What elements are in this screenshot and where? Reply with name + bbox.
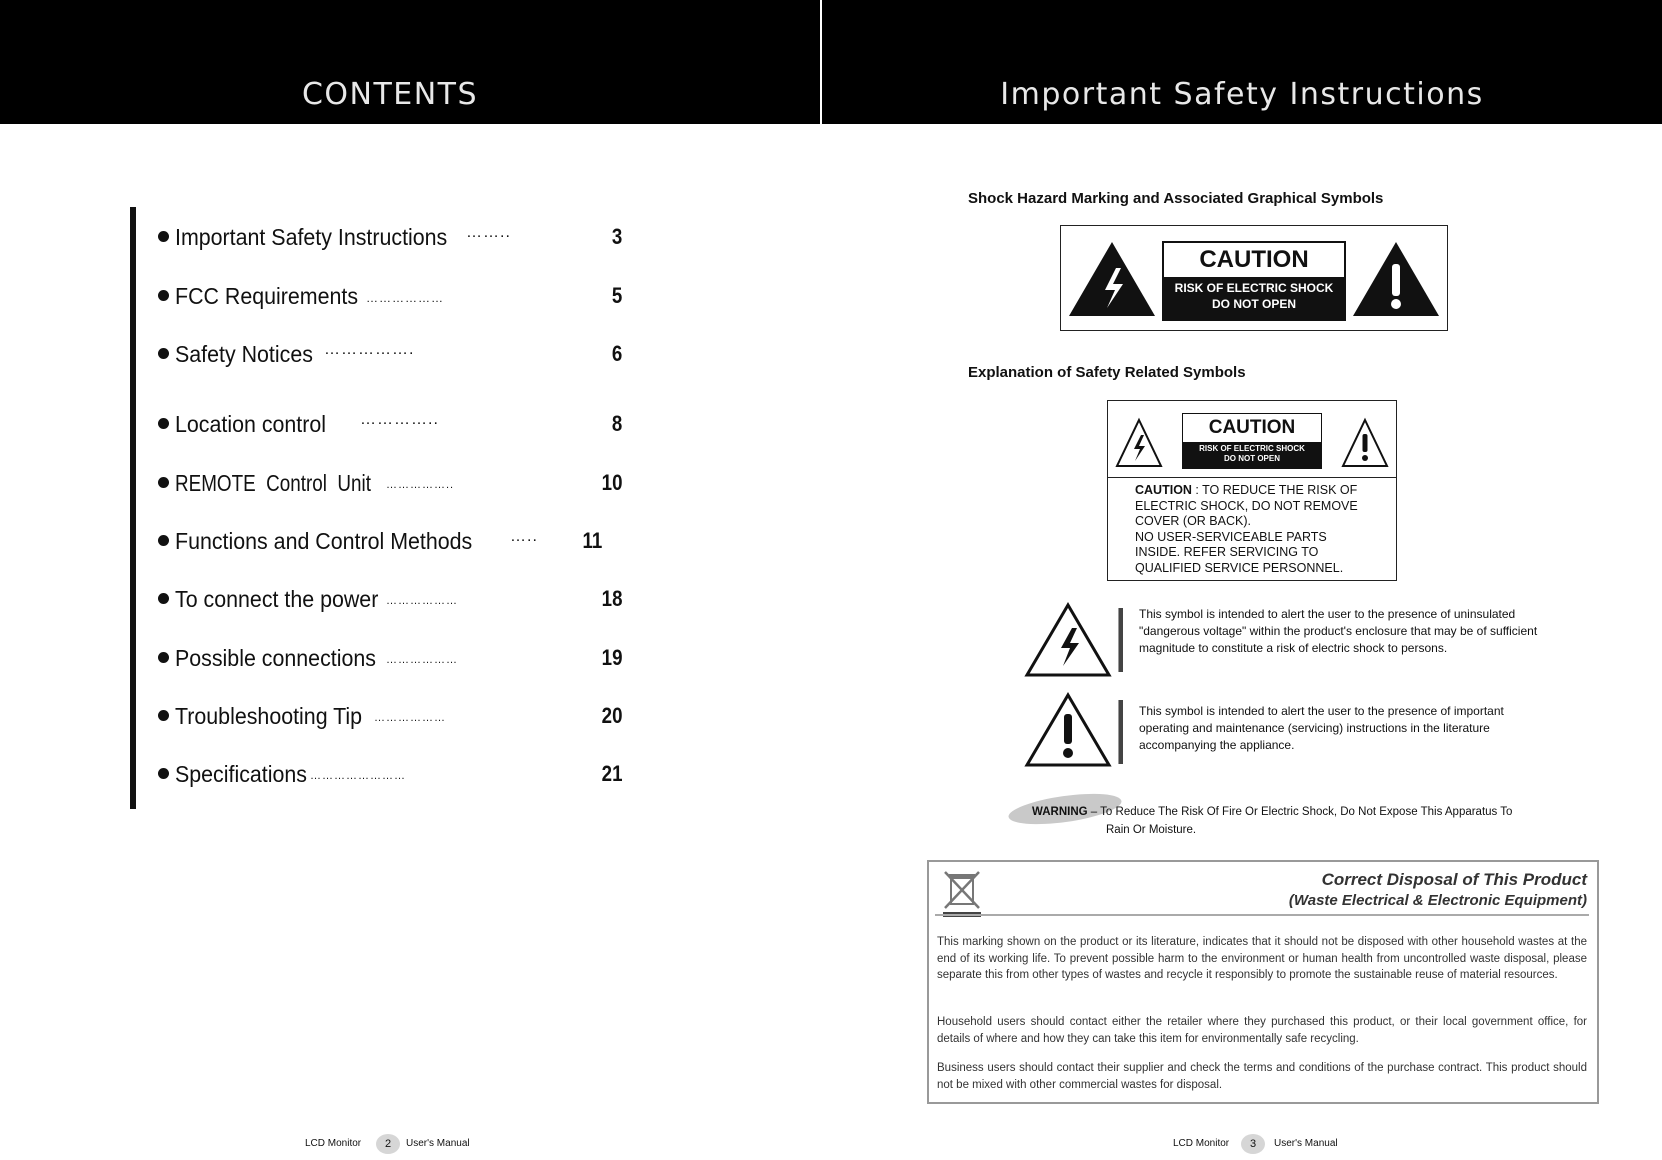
warning-text <box>1032 803 1512 839</box>
disposal-paragraph: This marking shown on the product or its literature, indicates that it should not be disposed with other household wastes at the end of its working life. To prevent possible harm to the environment or human health from uncontrolled waste disposal, please separate this from other types of wastes and recycle it responsibly to promote the sustainable reuse of material resources. <box>937 936 1587 981</box>
lightning-warning-icon <box>1067 240 1157 318</box>
toc-item-page: 11 <box>582 528 602 553</box>
caution-text-line: INSIDE. REFER SERVICING TO <box>1135 545 1319 559</box>
bullet-icon <box>158 418 169 429</box>
exclamation-warning-icon <box>1351 240 1441 318</box>
caution-line1: RISK OF ELECTRIC SHOCK <box>1199 444 1305 453</box>
caution-text-line: ELECTRIC SHOCK, DO NOT REMOVE <box>1135 498 1358 513</box>
bullet-icon <box>158 348 169 359</box>
toc-item[interactable] <box>158 341 628 371</box>
exclamation-symbol-icon <box>1024 692 1112 768</box>
toc-item[interactable] <box>158 470 628 500</box>
toc-item-dots: ….. <box>510 528 538 545</box>
caution-subtext <box>1183 442 1321 468</box>
caution-subtext <box>1164 277 1344 319</box>
lightning-outline-icon <box>1114 417 1164 469</box>
shock-hazard-heading: Shock Hazard Marking and Associated Graphical Symbols <box>968 190 1384 207</box>
warning-line2: Rain Or Moisture. <box>1106 824 1197 836</box>
toc-item-page: 18 <box>601 586 622 611</box>
lightning-symbol-icon <box>1024 602 1112 678</box>
toc-item-dots: …………………… <box>310 770 406 782</box>
caution-text-line: CAUTION : TO REDUCE THE RISK OF <box>1135 483 1358 497</box>
explanation-heading: Explanation of Safety Related Symbols <box>968 364 1246 381</box>
lightning-symbol-text: This symbol is intended to alert the user to the presence of uninsulated "dangerous voltage" within the product's enclosure that may be of sufficient magnitude to constitute a risk of electric shock to persons. <box>1139 607 1538 655</box>
toc-item-label: Troubleshooting Tip <box>175 703 363 729</box>
page-number-badge: 3 <box>1241 1134 1265 1154</box>
toc-item-dots: ……………. <box>324 341 415 358</box>
toc-item-label: Location control <box>175 411 327 437</box>
toc-item-page: 19 <box>601 645 622 670</box>
warning-line1: – To Reduce The Risk Of Fire Or Electric Shock, Do Not Expose This Apparatus To <box>1087 806 1513 818</box>
footer-manual-left: User's Manual <box>406 1138 470 1149</box>
caution-line2: DO NOT OPEN <box>1223 454 1280 463</box>
bullet-icon <box>158 535 169 546</box>
shock-hazard-marking <box>1060 225 1448 331</box>
caution-word: CAUTION <box>1199 246 1309 273</box>
toc-item-label: Functions and Control Methods <box>175 528 473 554</box>
bullet-icon <box>158 710 169 721</box>
toc-item-page: 20 <box>601 703 622 728</box>
contents-header <box>0 0 820 124</box>
caution-line2: DO NOT OPEN <box>1211 297 1296 311</box>
toc-item-page: 10 <box>601 470 622 495</box>
safety-title: Important Safety Instructions <box>1000 77 1484 112</box>
toc-item-label: To connect the power <box>175 586 379 612</box>
footer-manual-right: User's Manual <box>1274 1138 1338 1149</box>
bullet-icon <box>158 768 169 779</box>
exclamation-symbol-text: This symbol is intended to alert the user to the presence of important operating and maintenance (servicing) instructions in the literature accompanying the appliance. <box>1139 704 1504 752</box>
toc-item-page: 8 <box>611 411 622 436</box>
toc-item-label: FCC Requirements <box>175 283 359 309</box>
caution-line1: RISK OF ELECTRIC SHOCK <box>1174 281 1334 295</box>
toc-side-bar <box>130 207 136 809</box>
toc-item-page: 5 <box>611 283 622 308</box>
page-number-badge: 2 <box>376 1134 400 1154</box>
caution-text-line: QUALIFIED SERVICE PERSONNEL. <box>1135 560 1344 575</box>
footer-product-left: LCD Monitor <box>305 1138 362 1149</box>
toc-item[interactable] <box>158 761 628 791</box>
bullet-icon <box>158 231 169 242</box>
safety-header <box>822 0 1662 124</box>
toc-item[interactable] <box>158 411 628 441</box>
caution-panel-large <box>1162 241 1346 321</box>
toc-item-page: 6 <box>611 341 622 366</box>
toc-item[interactable] <box>158 645 628 675</box>
caution-explanation-text <box>1135 483 1358 576</box>
toc-item-dots: ……………… <box>386 654 458 666</box>
symbol-divider <box>1118 608 1123 672</box>
disposal-paragraph: Business users should contact their supplier and check the terms and conditions of the purchase contract. This product should not be mixed with other commercial wastes for disposal. <box>937 1062 1587 1091</box>
caution-panel-small <box>1182 413 1322 469</box>
toc-item-dots: …………….. <box>386 479 455 491</box>
toc-item-label: Possible connections <box>175 645 376 671</box>
symbol-divider <box>1118 700 1123 764</box>
warning-label: WARNING <box>1032 806 1088 818</box>
toc-item[interactable] <box>158 528 628 558</box>
caution-explanation-box <box>1107 400 1397 581</box>
weee-disposal-notice <box>927 860 1599 1104</box>
toc-item-dots: …….. <box>466 224 511 241</box>
footer-product-right: LCD Monitor <box>1173 1138 1230 1149</box>
toc-item-label: REMOTE Control Unit <box>175 470 371 496</box>
toc-item-dots: ………….. <box>360 411 439 428</box>
crossed-bin-icon <box>939 868 987 920</box>
toc-item-label: Important Safety Instructions <box>175 224 448 250</box>
exclamation-outline-icon <box>1340 417 1390 469</box>
caution-text-label: CAUTION <box>1135 483 1192 497</box>
caution-word: CAUTION <box>1208 417 1296 438</box>
toc-item-page: 21 <box>601 761 622 786</box>
toc-item[interactable] <box>158 703 628 733</box>
toc-item-label: Specifications <box>175 761 307 787</box>
toc-item[interactable] <box>158 586 628 616</box>
bullet-icon <box>158 290 169 301</box>
bullet-icon <box>158 593 169 604</box>
bullet-icon <box>158 652 169 663</box>
disposal-title: Correct Disposal of This Product <box>1321 870 1587 889</box>
toc-item-dots: ……………… <box>366 291 444 305</box>
caution-text-line: NO USER-SERVICEABLE PARTS <box>1135 529 1327 544</box>
bullet-icon <box>158 477 169 488</box>
toc-item-page: 3 <box>611 224 622 249</box>
toc-item[interactable] <box>158 224 628 254</box>
toc-item-label: Safety Notices <box>175 341 313 367</box>
disposal-subtitle: (Waste Electrical & Electronic Equipment) <box>1288 892 1587 909</box>
toc-item[interactable] <box>158 283 628 313</box>
toc-item-dots: ……………… <box>374 712 446 724</box>
caution-text-line: COVER (OR BACK). <box>1135 514 1251 528</box>
disposal-paragraph: Household users should contact either the retailer where they purchased this product, or their local government office, for details of where and how they can take this item for environmentally safe recycling. <box>937 1016 1587 1045</box>
box-divider <box>1108 477 1396 478</box>
contents-title: CONTENTS <box>301 77 479 112</box>
toc-item-dots: ……………… <box>386 595 458 607</box>
disposal-rule <box>935 914 1589 916</box>
